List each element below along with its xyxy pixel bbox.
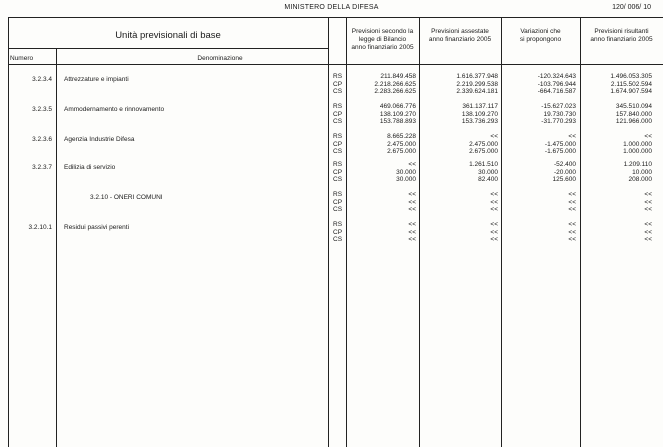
cell-value: << [490, 221, 498, 228]
row-denominazione: Attrezzature e impianti [64, 76, 129, 83]
cell-value: 2.339.624.181 [456, 88, 498, 95]
row-type-label: CP [333, 228, 343, 236]
cell-value: -15.627.023 [541, 103, 576, 110]
row-type-label: RS [333, 191, 343, 198]
cell-value: 208.000 [628, 176, 652, 183]
col-d-header-line: Previsioni risultanti [594, 28, 649, 35]
cell-value: 345.510.094 [615, 103, 652, 110]
cell-value: << [490, 191, 498, 198]
row-type-label: CP [333, 110, 343, 118]
row-type-label: CS [333, 118, 343, 125]
cell-value: 1.000.000 [623, 148, 652, 155]
col-d-header-line: anno finanziario 2005 [590, 36, 653, 43]
row-denominazione: Edilizia di servizio [64, 164, 116, 171]
col-a-header-line: anno finanziario 2005 [351, 44, 414, 51]
cell-value: 82.400 [478, 176, 498, 183]
section-title: Unità previsionali di base [115, 30, 221, 41]
row-denominazione: Ammodernamento e rinnovamento [64, 106, 165, 113]
cell-value: 2.283.266.625 [374, 88, 416, 95]
col-d-header [580, 28, 663, 44]
cell-value: 1.496.053.305 [610, 73, 652, 80]
cell-value: -664.716.587 [537, 88, 576, 95]
cell-value: << [568, 221, 576, 228]
col-a-header-line: legge di Bilancio [358, 36, 407, 43]
cell-value: << [568, 236, 576, 243]
col-c-divider [580, 17, 581, 447]
cell-value: 2.218.266.625 [374, 80, 416, 88]
row-numero: 3.2.3.5 [32, 106, 52, 113]
cell-value: 153.788.893 [379, 118, 416, 125]
cell-value: 2.675.000 [387, 148, 416, 155]
row-type-label: CP [333, 140, 343, 148]
cell-value: << [568, 228, 576, 236]
cell-value: << [490, 133, 498, 140]
cell-value: << [568, 206, 576, 213]
cell-value: << [490, 228, 498, 236]
cell-value: 1.000.000 [623, 140, 652, 148]
cell-value: << [644, 198, 652, 206]
row-numero: 3.2.3.4 [32, 76, 52, 83]
col-b-header-line: anno finanziario 2005 [428, 36, 492, 43]
cell-value: << [408, 198, 416, 206]
cell-value: << [644, 221, 652, 228]
cell-value: 121.966.000 [615, 118, 652, 125]
cell-value: -1.475.000 [544, 140, 576, 148]
ministry-title: MINISTERO DELLA DIFESA [284, 4, 379, 11]
cell-value: << [644, 228, 652, 236]
cell-value: -1.675.000 [544, 148, 576, 155]
cell-value: 1.209.110 [623, 161, 652, 168]
header-bottom-border [8, 64, 663, 65]
cell-value: << [490, 198, 498, 206]
cell-value: 138.109.270 [379, 110, 416, 118]
row-denominazione: Residui passivi perenti [64, 224, 130, 231]
col-a-divider [419, 17, 420, 447]
cell-value: 138.109.270 [461, 110, 498, 118]
cell-value: 1.616.377.948 [456, 73, 498, 80]
cell-value: 19.730.730 [543, 110, 576, 118]
row-type-label: CP [333, 168, 343, 176]
cell-value: << [568, 133, 576, 140]
cell-value: -52.400 [553, 161, 576, 168]
cell-value: 2.675.000 [469, 148, 498, 155]
row-type-label: CP [333, 80, 343, 88]
cell-value: << [490, 236, 498, 243]
col-c-header-line: si propongono [519, 36, 562, 43]
cell-value: 2.219.299.538 [456, 80, 498, 88]
cell-value: 153.736.293 [461, 118, 498, 125]
row-numero: 3.2.3.7 [32, 164, 52, 171]
cell-value: << [408, 236, 416, 243]
row-type-label: CS [333, 236, 343, 243]
cell-value: << [644, 133, 652, 140]
cell-value: 30.000 [396, 176, 416, 183]
cell-value: << [568, 191, 576, 198]
cell-value: 2.115.502.594 [610, 80, 652, 88]
cell-value: 157.840.000 [615, 110, 652, 118]
row-type-label: RS [333, 161, 343, 168]
col-b-header-line: Previsioni assestate [431, 28, 489, 35]
cell-value: << [408, 161, 416, 168]
col-numero-header: Numero [10, 55, 34, 62]
row-type-label: RS [333, 73, 343, 80]
cell-value: 1.261.510 [469, 161, 498, 168]
cell-value: << [568, 198, 576, 206]
cell-value: -120.324.643 [537, 73, 576, 80]
cell-value: 30.000 [478, 168, 498, 176]
cell-value: -20.000 [553, 168, 576, 176]
row-type-label: RS [333, 103, 343, 110]
cell-value: -103.796.944 [537, 80, 576, 88]
cell-value: << [408, 228, 416, 236]
col-b-divider [501, 17, 502, 447]
cell-value: << [644, 236, 652, 243]
cell-value: << [408, 206, 416, 213]
cell-value: 30.000 [396, 168, 416, 176]
cell-value: << [644, 206, 652, 213]
row-denominazione: Agenzia Industrie Difesa [64, 136, 135, 143]
cell-value: 8.665.228 [387, 133, 416, 140]
cell-value: 469.066.776 [379, 103, 416, 110]
name-divider [328, 17, 329, 447]
row-type-label: CS [333, 148, 343, 155]
row-numero: 3.2.10.1 [28, 224, 52, 231]
page-number: 120/ 006/ 10 [612, 4, 651, 11]
col-c-header [501, 28, 580, 44]
row-denominazione: 3.2.10 - ONERI COMUNI [90, 194, 163, 201]
cell-value: << [644, 191, 652, 198]
cell-value: 1.674.907.594 [610, 88, 652, 95]
numero-divider [56, 48, 57, 447]
col-a-header [346, 28, 419, 52]
cell-value: << [490, 206, 498, 213]
cell-value: << [408, 221, 416, 228]
row-numero: 3.2.3.6 [32, 136, 52, 143]
table-top-border [8, 17, 663, 18]
cell-value: 10.000 [632, 168, 652, 176]
cell-value: << [408, 191, 416, 198]
col-a-header-line: Previsioni secondo la [351, 28, 414, 35]
row-type-label: RS [333, 133, 343, 140]
cell-value: 2.475.000 [387, 140, 416, 148]
cell-value: 2.475.000 [469, 140, 498, 148]
row-type-label: CS [333, 88, 343, 95]
cell-value: -31.770.293 [541, 118, 576, 125]
cell-value: 125.600 [552, 176, 576, 183]
row-type-label: CS [333, 206, 343, 213]
row-type-label: CS [333, 176, 343, 183]
col-b-header [419, 28, 501, 44]
cell-value: 361.137.117 [462, 103, 498, 110]
row-type-label: RS [333, 221, 343, 228]
cell-value: 211.849.458 [380, 73, 416, 80]
col-denominazione-header: Denominazione [197, 55, 243, 62]
col-c-header-line: Variazioni che [520, 28, 561, 35]
row-type-label: CP [333, 198, 343, 206]
